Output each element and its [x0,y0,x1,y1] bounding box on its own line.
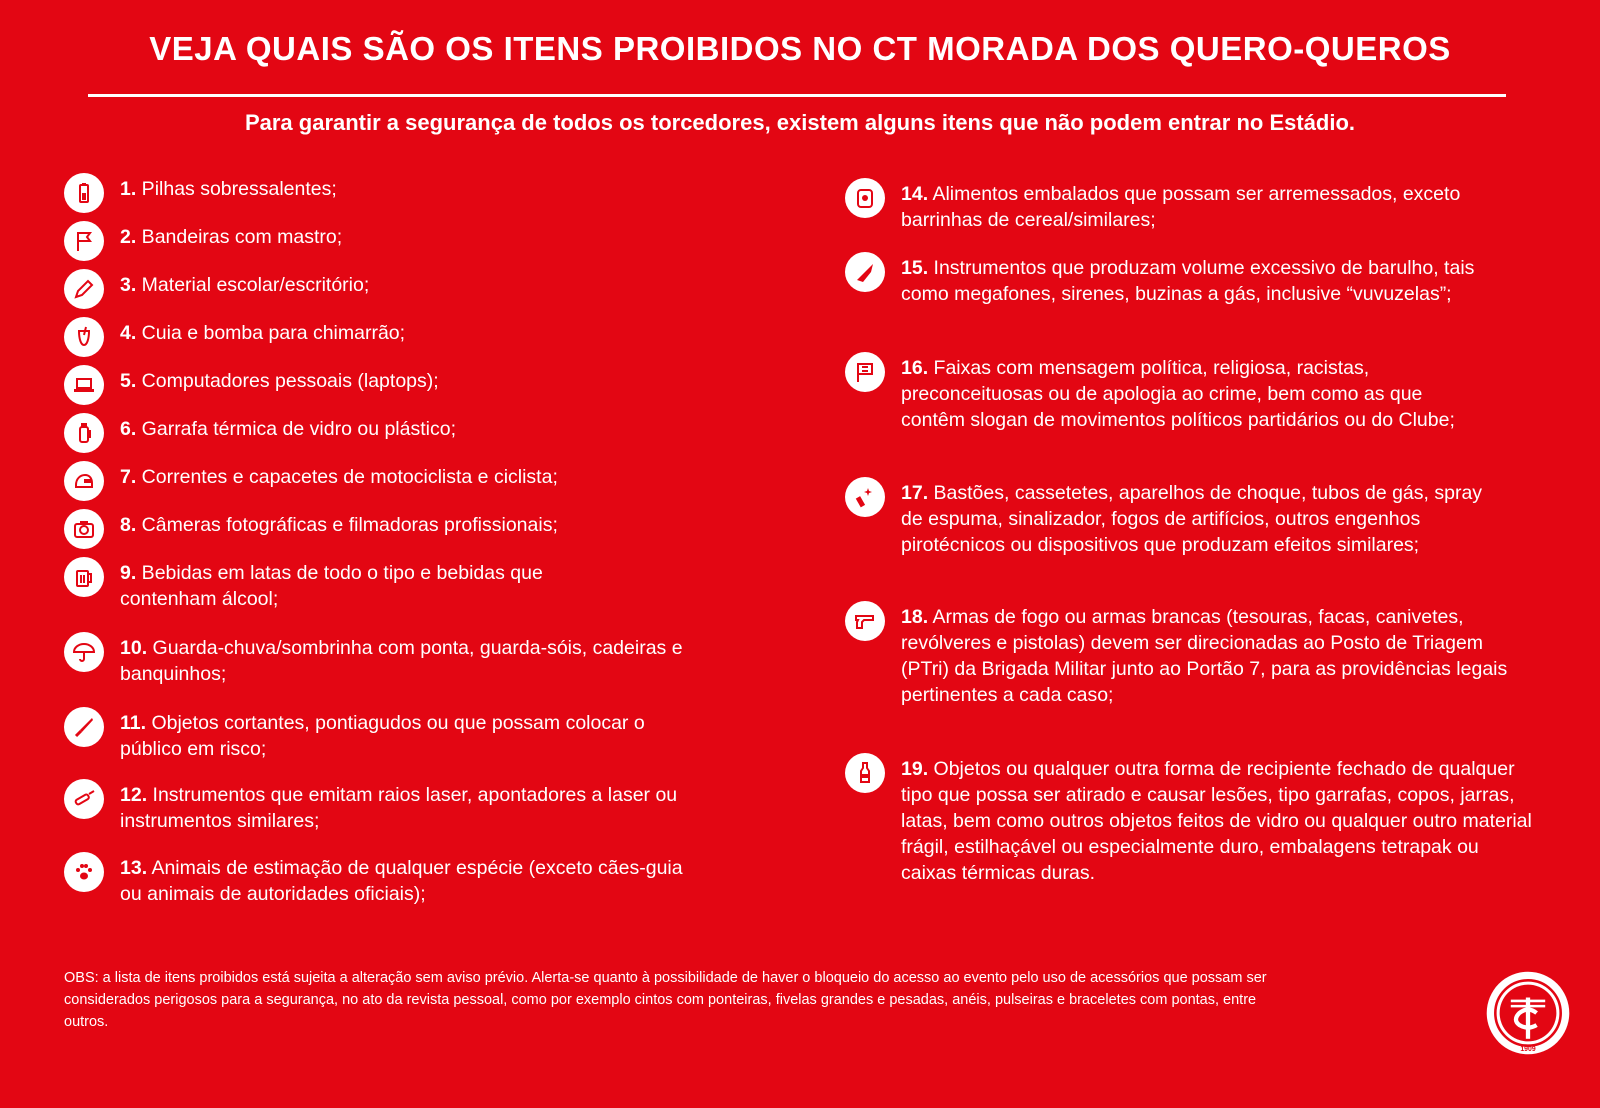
obs-note: OBS: a lista de itens proibidos está sujeita a alteração sem aviso prévio. Alerta-se quanto à possibilidade de haver o bloqueio do acesso ao evento pelo uso de acessórios que possam ser considerados perigosos para a segurança, no ato da revista pessoal, como por exemplo cintos com ponteiras, fivelas grandes e pesadas, anéis, pulseiras e braceletes com pontas, entre outros. [64,970,1267,1030]
page-subtitle: Para garantir a segurança de todos os torcedores, existem alguns itens que não podem entrar no Estádio. [244,110,1356,135]
list-item [845,756,1535,886]
list-item [64,320,754,357]
item-number: 3. [120,274,137,296]
crest-year: 1909 [1520,1045,1536,1053]
item-number: 17. [901,482,929,504]
item-text: Faixas com mensagem política, religiosa, racistas, preconceituosas ou de apologia ao crime, bem como as que contêm slogan de movimentos políticos partidários ou do Clube; [901,357,1455,431]
flag-icon [64,221,104,261]
list-item [845,480,1485,558]
firework-icon [845,477,885,517]
food-package-icon [845,178,885,218]
item-text: Material escolar/escritório; [136,274,370,296]
laptop-icon [64,365,104,405]
list-item [64,176,754,213]
title-divider [88,94,1506,97]
item-text: Garrafa térmica de vidro ou plástico; [136,418,456,440]
banner-icon [845,352,885,392]
item-number: 18. [901,606,929,628]
bottle-icon [845,753,885,793]
item-text: Instrumentos que emitam raios laser, apontadores a laser ou instrumentos similares; [120,784,678,832]
helmet-icon [64,461,104,501]
item-number: 1. [120,178,137,200]
beer-mug-icon [64,557,104,597]
item-text: Objetos cortantes, pontiagudos ou que possam colocar o público em risco; [120,712,645,760]
item-text: Correntes e capacetes de motociclista e ciclista; [136,466,558,488]
vuvuzela-icon [845,252,885,292]
paw-icon [64,852,104,892]
item-number: 16. [901,357,929,379]
item-text: Objetos ou qualquer outra forma de recipiente fechado de qualquer tipo que possa ser atirado e causar lesões, tipo garrafas, copos, jarras, latas, bem como outros objetos feitos de vidro ou qualquer outro material frágil, estilhaçável ou especialmente duro, embalagens tetrapak ou caixas térmicas duras. [901,758,1532,884]
item-text: Pilhas sobressalentes; [136,178,337,200]
umbrella-icon [64,632,104,672]
item-number: 2. [120,226,137,248]
item-text: Alimentos embalados que possam ser arremessados, exceto barrinhas de cereal/similares; [901,183,1461,231]
knife-icon [64,707,104,747]
item-text: Câmeras fotográficas e filmadoras profissionais; [136,514,558,536]
item-number: 10. [120,637,148,659]
item-number: 8. [120,514,137,536]
item-text: Armas de fogo ou armas brancas (tesouras, facas, canivetes, revólveres e pistolas) devem ser direcionadas ao Posto de Triagem (PTri) da Brigada Militar junto ao Portão 7, para as providências legais pertinentes a cada caso; [901,606,1508,706]
club-crest-logo [1485,970,1571,1056]
list-item [845,181,1485,233]
item-text: Cuia e bomba para chimarrão; [136,322,406,344]
list-item [64,512,754,549]
item-number: 7. [120,466,137,488]
list-item [64,782,704,834]
camera-icon [64,509,104,549]
list-item [845,255,1485,307]
list-item [64,272,754,309]
item-text: Bebidas em latas de todo o tipo e bebidas que contenham álcool; [120,562,543,610]
list-item [64,710,664,762]
item-number: 11. [120,712,147,734]
laser-pointer-icon [64,779,104,819]
item-number: 13. [120,857,148,879]
list-item [845,355,1485,433]
list-item [64,635,704,687]
thermos-icon [64,413,104,453]
item-text: Computadores pessoais (laptops); [136,370,439,392]
gourd-icon [64,317,104,357]
item-number: 14. [901,183,929,205]
item-text: Guarda-chuva/sombrinha com ponta, guarda-sóis, cadeiras e banquinhos; [120,637,683,685]
list-item [64,368,754,405]
list-item [64,855,704,907]
item-number: 9. [120,562,137,584]
page-title: VEJA QUAIS SÃO OS ITENS PROIBIDOS NO CT MORADA DOS QUERO-QUEROS [149,30,1451,67]
battery-icon [64,173,104,213]
pencil-icon [64,269,104,309]
item-number: 12. [120,784,148,806]
item-number: 6. [120,418,137,440]
item-number: 15. [901,257,929,279]
item-number: 4. [120,322,137,344]
list-item [64,416,754,453]
list-item [845,604,1525,708]
pistol-icon [845,601,885,641]
list-item [64,224,754,261]
list-item [64,560,634,612]
item-number: 5. [120,370,137,392]
item-text: Bastões, cassetetes, aparelhos de choque, tubos de gás, spray de espuma, sinalizador, fogos de artifícios, outros engenhos pirotécnicos ou dispositivos que produzam efeitos similares; [901,482,1483,556]
list-item [64,464,754,501]
item-text: Instrumentos que produzam volume excessivo de barulho, tais como megafones, sirenes, buzinas a gás, inclusive “vuvuzelas”; [901,257,1475,305]
item-number: 19. [901,758,929,780]
item-text: Bandeiras com mastro; [136,226,343,248]
item-text: Animais de estimação de qualquer espécie (exceto cães-guia ou animais de autoridades oficiais); [120,857,683,905]
